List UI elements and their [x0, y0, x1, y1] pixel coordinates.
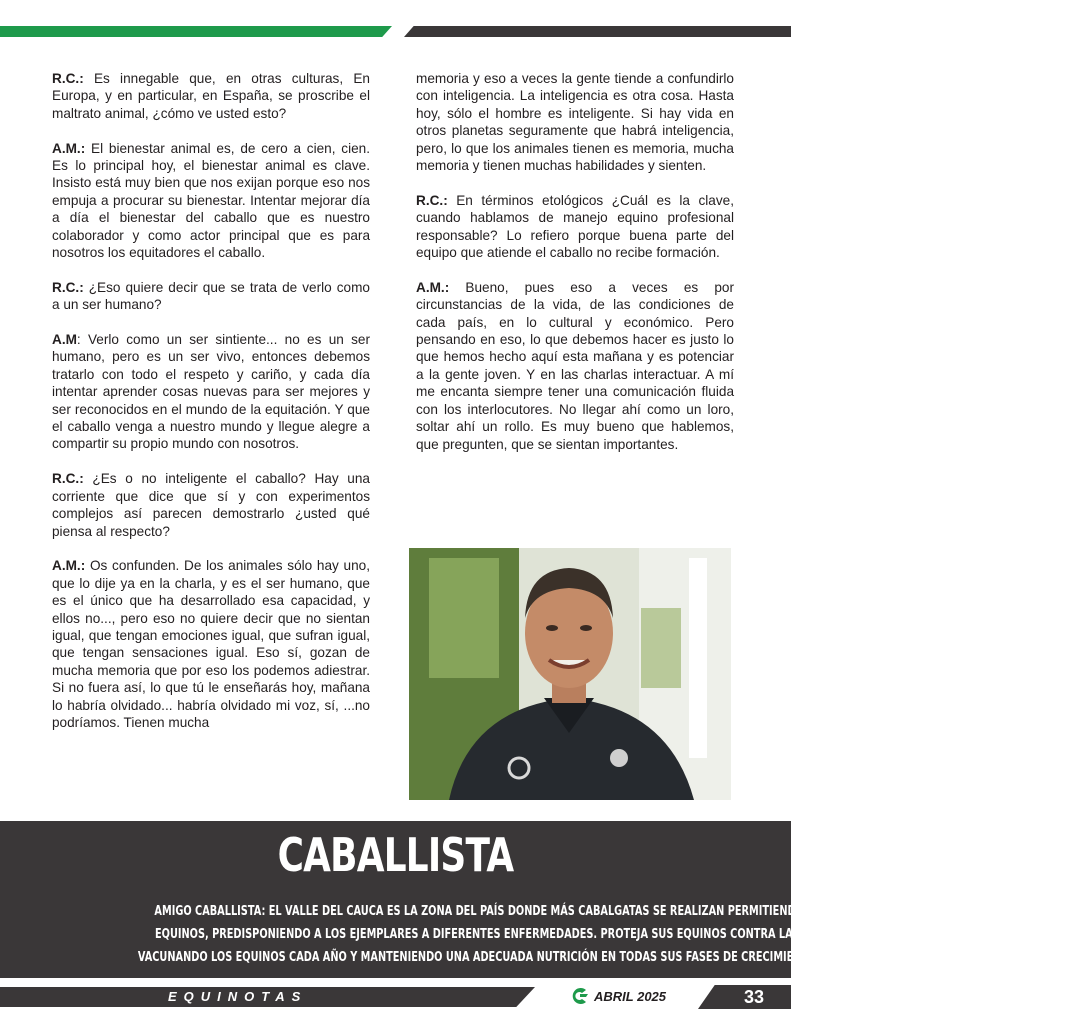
paragraph-text: Bueno, pues eso a veces es por circunstancias de la vida, de las condiciones de cada país, en lo cultural y económico. Pero pensando en eso, lo que debemos hacer es justo lo que hemos hecho aquí esta mañana y es potenciar a la gente joven. Y en las charlas interactuar. A mí me encanta siempre tener una comunicación fluida con los interlocutores. No llegar ahí como un loro, soltar ahí un rollo. Es muy bueno que hablemos, que pregunten, que se sientan importantes.: [416, 279, 734, 452]
paragraph: [416, 192, 734, 262]
paragraph-text: El bienestar animal es, de cero a cien, cien. Es lo principal hoy, el bienestar animal es clave. Insisto está muy bien que nos exijan porque eso nos empuja a procurar su bienestar. Intentar mejorar día a día el bienestar del caballo que es nuestro colaborador y como actor principal que es para nosotros los equitadores el caballo.: [52, 140, 370, 261]
article-right-column: [416, 70, 734, 470]
footer-section-label: EQUINOTAS: [168, 989, 308, 1004]
paragraph: [52, 140, 370, 262]
banner-message: [18, 900, 935, 969]
paragraph-text: : Verlo como un ser sintiente... no es un ser humano, pero es un ser vivo, entonces debemos tratarlo con todo el respeto y cariño, y cada día intentar aprender cosas nuevas para ser mejores y ser reconocidos en el mundo de la equitación. Y que el caballo venga a nuestro mundo y llegue alegre a compartir su propio mundo con nosotros.: [52, 332, 370, 452]
footer-date: ABRIL 2025: [594, 988, 667, 1004]
banner-title: CABALLISTA: [277, 828, 514, 882]
footer-date-group: [568, 986, 666, 1006]
top-dark-bar: [404, 26, 791, 37]
top-green-bar: [0, 26, 392, 37]
paragraph: [416, 279, 734, 453]
speaker-label: R.C.:: [52, 71, 84, 86]
paragraph-text: Os confunden. De los animales sólo hay uno, que lo dije ya en la charla, y es el ser humano, que es el único que ha desarrollado esa capacidad, y ellos no..., pero eso no quiere decir que no sientan igual, que tengan emociones igual, que sufran igual, que tengan sensaciones igual. Eso sí, gozan de mucha memoria que por eso los podemos adiestrar. Si no fuera así, lo que tú le enseñarás hoy, mañana lo habría olvidado... habría olvidado mi voz, sí, ...no podríamos. Tienen mucha: [52, 558, 370, 730]
speaker-label: R.C.:: [52, 279, 84, 295]
speaker-label: A.M.:: [52, 140, 86, 156]
paragraph: [52, 557, 370, 731]
paragraph-text: memoria y eso a veces la gente tiende a confundirlo con inteligencia. La inteligencia es otra cosa. Hasta hoy, sólo el hombre es inteligente. Si hay vida en otros planetas seguramente que habrá inteligencia, pero, lo que los animales tienen es memoria, mucha memoria y tienen muchas habilidades y sienten.: [416, 71, 734, 174]
banner-line: EQUINOS, PREDISPONIENDO A LOS EJEMPLARES A DIFERENTES ENFERMEDADES. PROTEJA SUS EQUINOS CONTRA LA INFLUENZA Y EL TÉTANO,: [154, 927, 935, 942]
magazine-logo-icon: [568, 986, 590, 1006]
article-left-column: [52, 70, 370, 749]
paragraph: [52, 279, 370, 314]
paragraph-text: ¿Eso quiere decir que se trata de verlo como a un ser humano?: [52, 279, 370, 313]
paragraph-text: Es innegable que, en otras culturas, En Europa, y en particular, en España, se proscribe el maltrato animal, ¿cómo ve usted esto?: [52, 71, 370, 121]
paragraph-text: En términos etológicos ¿Cuál es la clave, cuando hablamos de manejo equino profesional responsable? Lo refiero porque buena parte del equipo que atiende el caballo no recibe formación.: [416, 192, 734, 261]
paragraph: [52, 470, 370, 540]
interviewee-photo: [409, 548, 731, 800]
paragraph: [416, 70, 734, 174]
page-number: 33: [743, 987, 765, 1007]
banner-line: VACUNANDO LOS EQUINOS CADA AÑO Y MANTENIENDO UNA ADECUADA NUTRICIÓN EN TODAS SUS FASES DE CRECIMIENTO.: [137, 950, 820, 965]
paragraph-text: ¿Es o no inteligente el caballo? Hay una corriente que dice que sí y con experimentos complejos así parecen demostrarlo ¿usted qué piensa al respecto?: [52, 471, 370, 539]
speaker-label: A.M.:: [52, 558, 86, 574]
speaker-label: R.C.:: [416, 192, 448, 208]
banner-line: AMIGO CABALLISTA: EL VALLE DEL CAUCA ES LA ZONA DEL PAÍS DONDE MÁS CABALGATAS SE REALIZAN PERMITIENDO LA AGLOMERACIÓN DE: [154, 904, 932, 919]
portrait-illustration: [409, 548, 731, 800]
speaker-label: A.M.:: [416, 279, 450, 295]
speaker-label: R.C.:: [52, 471, 84, 487]
paragraph: [52, 331, 370, 453]
paragraph: [52, 70, 370, 122]
speaker-label: A.M: [52, 332, 77, 348]
